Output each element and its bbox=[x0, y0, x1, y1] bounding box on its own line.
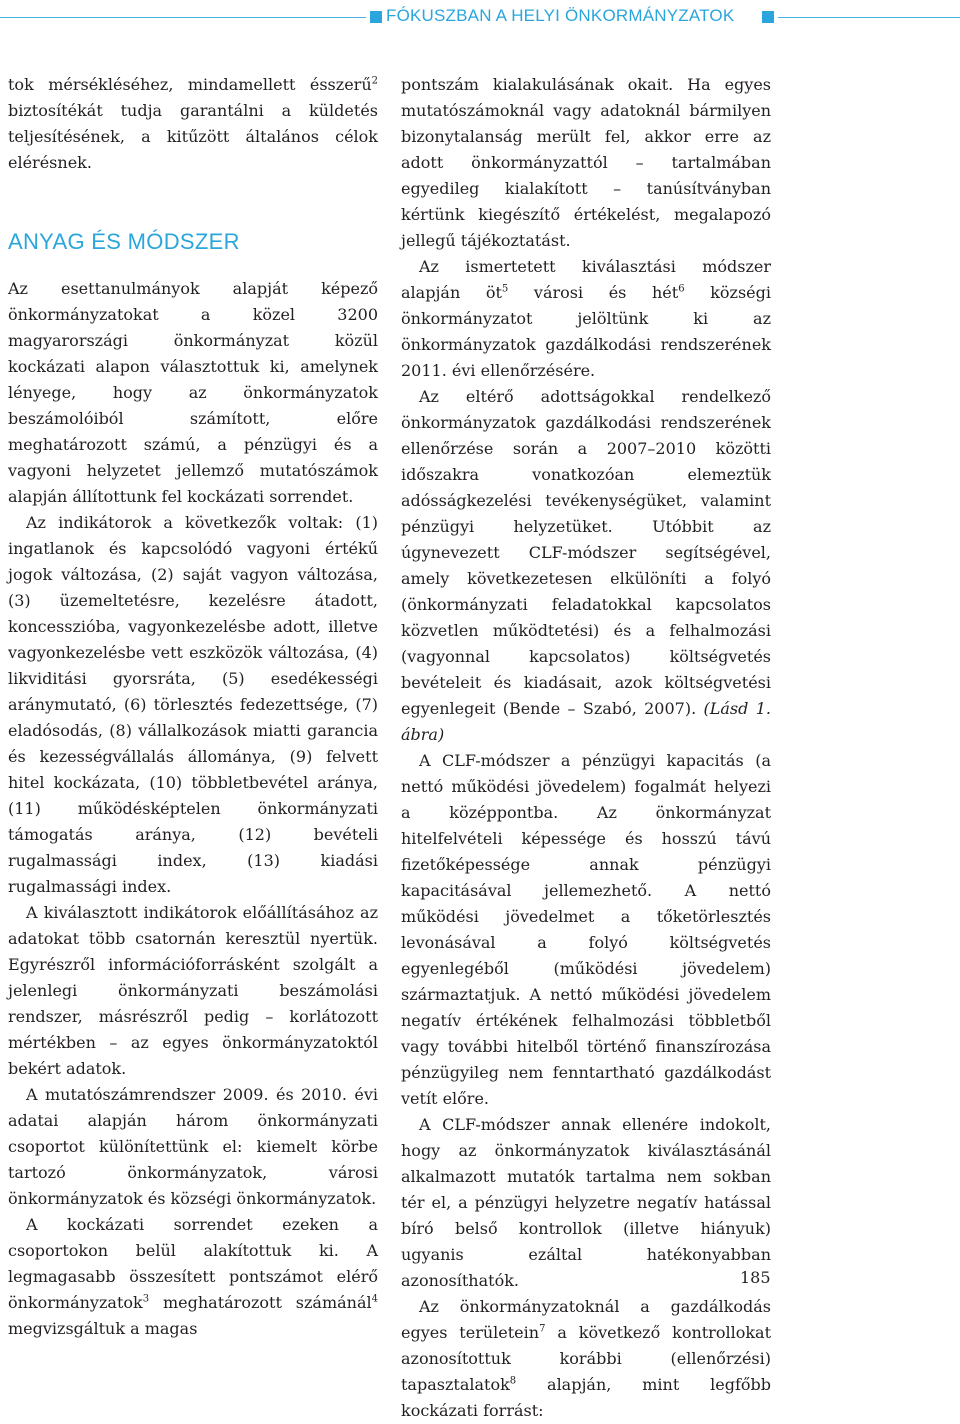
paragraph: Az esettanulmányok alapját képező önkormányzatokat a közel 3200 magyarországi önkormányzat közül kockázati alapon választottuk ki, amelynek lényege, hogy az önkormányzatok beszámolóiból számított, előre meghatározott számú, a pénzügyi és a vagyoni helyzetet jellemző mutatószámok alapján állítottunk fel kockázati sorrendet. bbox=[8, 279, 378, 506]
right-column bbox=[401, 72, 771, 1424]
paragraph: A CLF-módszer annak ellenére indokolt, hogy az önkormányzatok kiválasztásánál alkalmazott mutatók tartalma nem sokban tér el, a pénzügyi helyzetre negatív hatással bíró belső kontrollok (illetve hiányuk) ugyanis ezáltal hatékonyabban azonosíthatók. bbox=[401, 1115, 771, 1290]
paragraph: A kiválasztott indikátorok előállításához az adatokat több csatornán keresztül nyertük. Egyrészről információforrásként szolgált a jelenlegi önkormányzati beszámolási rendszer, másrészről pedig – korlátozott mértékben – az egyes önkormányzatoktól bekért adatok. bbox=[8, 903, 378, 1078]
header-rule-left bbox=[0, 17, 366, 18]
left-column bbox=[8, 72, 378, 1342]
section-heading: ANYAG ÉS MÓDSZER bbox=[8, 229, 240, 254]
paragraph: Az ismertetett kiválasztási módszer alapján $öt^5$ városi és hét$^6$ községi önkormányzatot jelöltünk ki az önkormányzatok gazdálkodási rendszerének 2011. évi ellenőrzésére. bbox=[401, 257, 772, 380]
page-number: 185 bbox=[740, 1268, 771, 1287]
figure-reference: (Lásd 1. ábra) bbox=[401, 699, 771, 744]
header-square-right-icon bbox=[762, 11, 774, 23]
header-square-left-icon bbox=[370, 11, 382, 23]
paragraph: A mutatószámrendszer 2009. és 2010. évi adatai alapján három önkormányzati csoportot különítettünk el: kiemelt körbe tartozó önkormányzatok, városi önkormányzatok és községi önkormányzatok. bbox=[8, 1085, 378, 1208]
paragraph: Az önkormányzatoknál a gazdálkodás egyes területein$^7$ a következő kontrollokat azonosítottuk korábbi (ellenőrzési) tapasztalatok$^8$ alapján, mint legfőbb kockázati forrást: bbox=[401, 1297, 771, 1420]
paragraph: tok mérsékléséhez, mindamellett ésszerű$^2$ biztosítékát tudja garantálni a küldetés teljesítésének, a kitűzött általános célok elérésnek. bbox=[8, 75, 378, 172]
paragraph: pontszám kialakulásának okait. Ha egyes mutatószámoknál vagy adatoknál bármilyen bizonytalanság merült fel, akkor erre az adott önkormányzattól – tartalmában egyedileg kialakított – tanúsítványban kértünk kiegészítő értékelést, megalapozó jellegű tájékoztatást. bbox=[401, 75, 771, 250]
running-header bbox=[0, 4, 960, 28]
paragraph: A kockázati sorrendet ezeken a csoportokon belül alakítottuk ki. A legmagasabb összesített pontszámot elérő önkormányzatok$^3$ meghatározott számánál$^4$ megvizsgáltuk a magas bbox=[8, 1215, 378, 1338]
paragraph: Az indikátorok a következők voltak: (1) ingatlanok és kapcsolódó vagyoni értékű jogok változása, (2) saját vagyon változása, (3) üzemeltetésre, kezelésre átadott, koncesszióba, vagyonkezelésbe adott, illetve vagyonkezelésbe vett eszközök változása, (4) likviditási gyorsráta, (5) esedékességi aránymutató, (6) törlesztés fedezettsége, (7) eladósodás, (8) vállalkozások miatti garancia és kezességvállalás állománya, (9) felvett hitel kockázata, (10) többletbevétel aránya, (11) működésképtelen önkormányzati támogatás aránya, (12) bevételi rugalmassági index, (13) kiadási rugalmassági index. bbox=[8, 513, 378, 896]
header-rule-right bbox=[778, 17, 960, 18]
header-title: FÓKUSZBAN A HELYI ÖNKORMÁNYZATOK bbox=[386, 6, 735, 25]
paragraph: A CLF-módszer a pénzügyi kapacitás (a nettó működési jövedelem) fogalmát helyezi a középpontba. Az önkormányzat hitelfelvételi képessége és hosszú távú fizetőképessége annak pénzügyi kapacitásával jellemezhető. A nettó működési jövedelmet a tőketörlesztés levonásával a folyó költségvetés egyenlegéből (működési jövedelem) származtatjuk. A nettó működési jövedelem negatív értékének felhalmozási többletből vagy további hitelből történő finanszírozása pénzügyileg nem fenntartható gazdálkodást vetít előre. bbox=[401, 751, 771, 1108]
paragraph: Az eltérő adottságokkal rendelkező önkormányzatok gazdálkodási rendszerének ellenőrzése során a 2007–2010 közötti időszakra vonatkozóan elemeztük adósságkezelési tevékenységüket, valamint pénzügyi helyzetüket. Utóbbit az úgynevezett CLF-módszer segítségével, amely következetesen elkülöníti a folyó (önkormányzati feladatokkal kapcsolatos közvetlen működtetési) és a felhalmozási (vagyonnal kapcsolatos) költségvetés bevételeit és kiadásait, azok költségvetési egyenlegeit (Bende – Szabó, 2007). (Lásd 1. ábra) bbox=[401, 387, 771, 744]
